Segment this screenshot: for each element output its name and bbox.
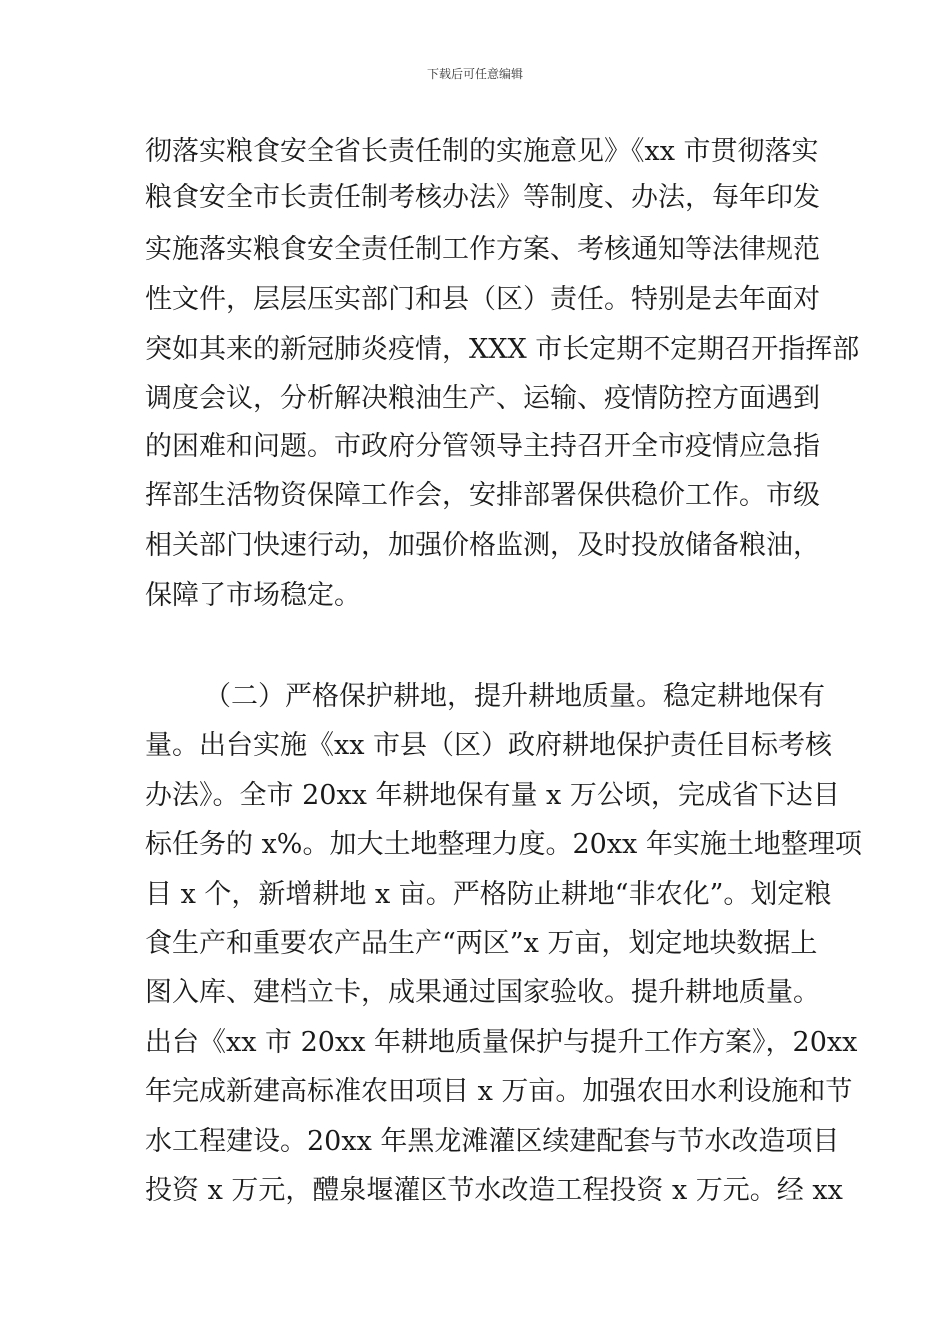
text-line: 食生产和重要农产品生产“两区”x 万亩，划定地块数据上 [145,928,818,959]
text-line: 的困难和问题。市政府分管领导主持召开全市疫情应急指 [145,431,820,462]
text-line: 性文件，层层压实部门和县（区）责任。特别是去年面对 [145,284,820,315]
text-line: 水工程建设。20xx 年黑龙滩灌区续建配套与节水改造项目 [145,1126,840,1157]
text-line: 出台《xx 市 20xx 年耕地质量保护与提升工作方案》，20xx [145,1027,858,1058]
text-line: 投资 x 万元，醴泉堰灌区节水改造工程投资 x 万元。经 xx [145,1175,843,1206]
text-line: 挥部生活物资保障工作会，安排部署保供稳价工作。市级 [145,480,820,511]
text-line: 图入库、建档立卡，成果通过国家验收。提升耕地质量。 [145,977,820,1008]
text-line: 彻落实粮食安全省长责任制的实施意见》《xx 市贯彻落实 [145,136,819,167]
text-line: 实施落实粮食安全责任制工作方案、考核通知等法律规范 [145,234,820,265]
text-line: 保障了市场稳定。 [145,580,361,611]
text-line: 办法》。全市 20xx 年耕地保有量 x 万公顷，完成省下达目 [145,780,840,811]
text-line: 突如其来的新冠肺炎疫情，XXX 市长定期不定期召开指挥部 [145,334,860,365]
text-line: 调度会议，分析解决粮油生产、运输、疫情防控方面遇到 [145,383,820,414]
text-line: 粮食安全市长责任制考核办法》等制度、办法，每年印发 [145,182,820,213]
text-line: 年完成新建高标准农田项目 x 万亩。加强农田水利设施和节 [145,1076,853,1107]
text-line: 标任务的 x%。加大土地整理力度。20xx 年实施土地整理项 [145,829,862,860]
page-header: 下载后可任意编辑 [426,67,523,81]
text-line: 相关部门快速行动，加强价格监测，及时投放储备粮油， [145,530,820,561]
section-heading-line: （二）严格保护耕地，提升耕地质量。稳定耕地保有 [204,681,825,712]
text-line: 目 x 个，新增耕地 x 亩。严格防止耕地“非农化”。划定粮 [145,879,832,910]
text-line: 量。出台实施《xx 市县（区）政府耕地保护责任目标考核 [145,730,833,761]
